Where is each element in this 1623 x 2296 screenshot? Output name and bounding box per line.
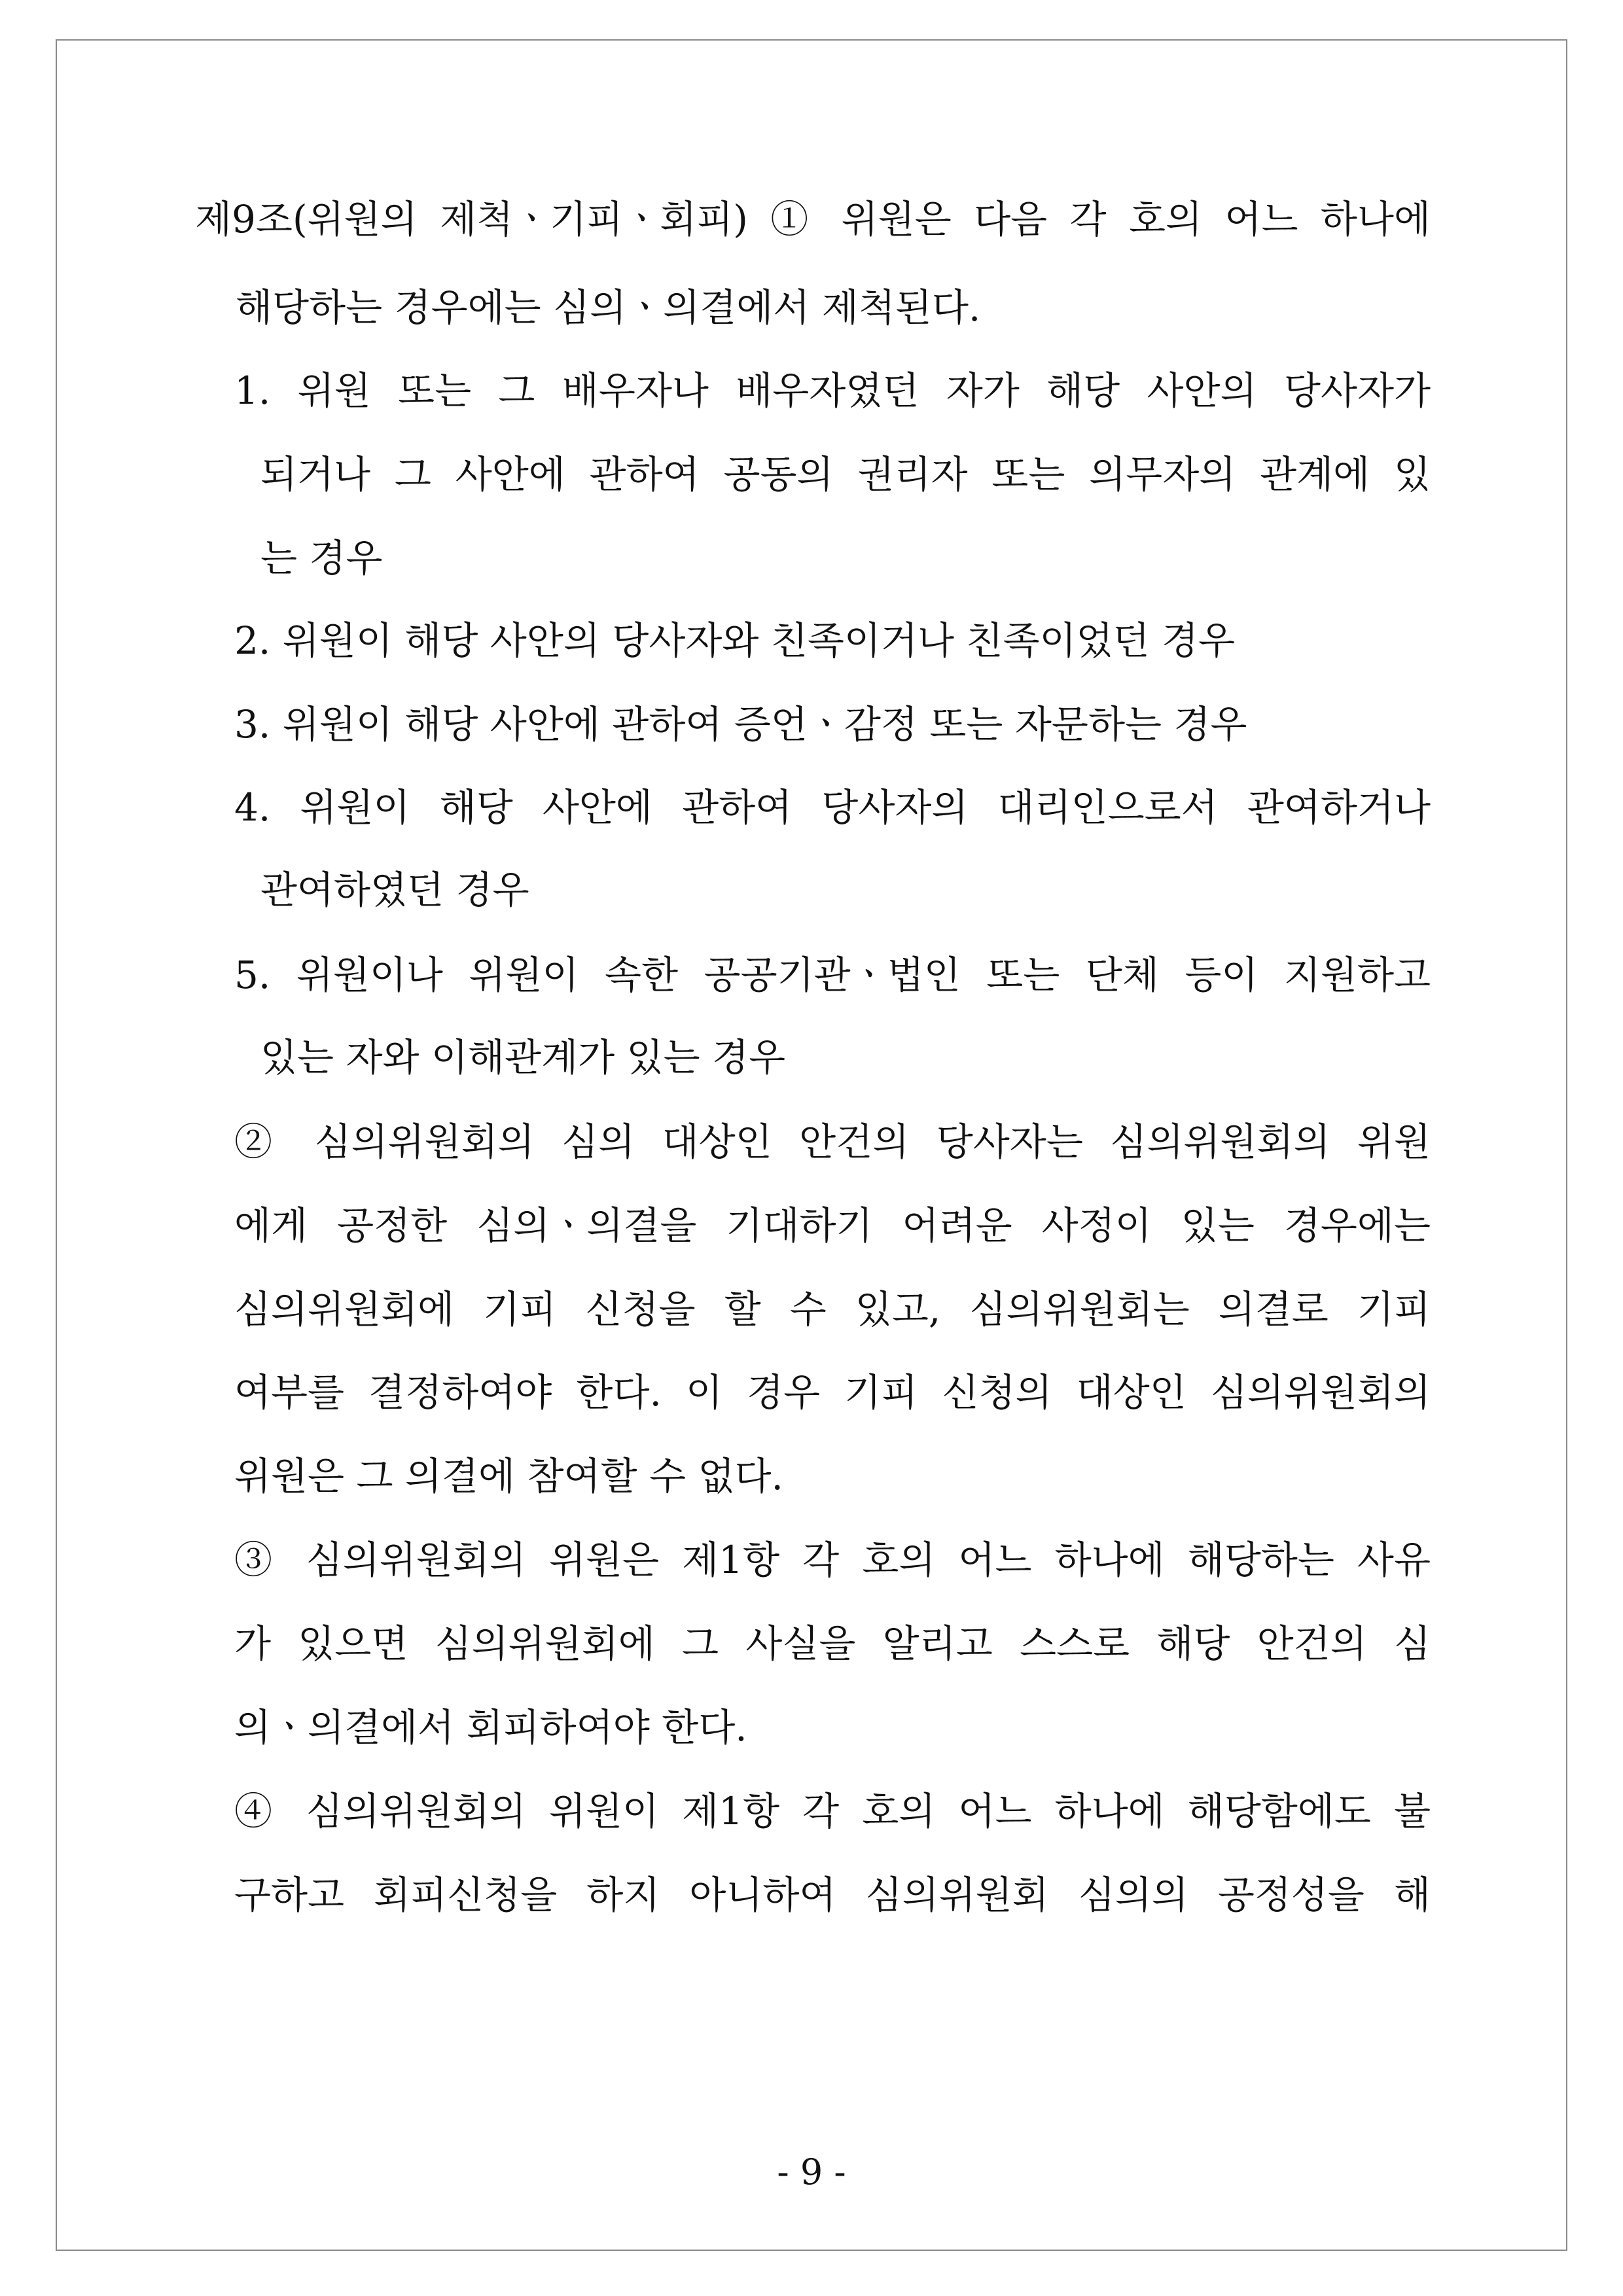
paragraph-2-line: 에게 공정한 심의ㆍ의결을 기대하기 어려운 사정이 있는 경우에는 bbox=[234, 1203, 1431, 1248]
paragraph-3-line: 가 있으면 심의위원회에 그 사실을 알리고 스스로 해당 안건의 심 bbox=[234, 1621, 1431, 1666]
paragraph-3-line: ③ 심의위원회의 위원은 제1항 각 호의 어느 하나에 해당하는 사유 bbox=[234, 1538, 1431, 1582]
paragraph-3-line: 의ㆍ의결에서 회피하여야 한다. bbox=[234, 1705, 747, 1750]
list-item-5-line: 있는 자와 이해관계가 있는 경우 bbox=[260, 1035, 786, 1080]
paragraph-2-line: ② 심의위원회의 심의 대상인 안건의 당사자는 심의위원회의 위원 bbox=[234, 1120, 1431, 1164]
paragraph-2-line: 위원은 그 의결에 참여할 수 없다. bbox=[234, 1454, 783, 1498]
list-item-1-line: 되거나 그 사안에 관하여 공동의 권리자 또는 의무자의 관계에 있 bbox=[260, 452, 1431, 497]
list-item-1-line: 는 경우 bbox=[260, 536, 383, 580]
list-item-2: 2. 위원이 해당 사안의 당사자와 친족이거나 친족이었던 경우 bbox=[234, 618, 1236, 663]
page-number: - 9 - bbox=[777, 2151, 846, 2193]
paragraph-2-line: 심의위원회에 기피 신청을 할 수 있고, 심의위원회는 의결로 기피 bbox=[234, 1287, 1431, 1332]
paragraph-4-line: 구하고 회피신청을 하지 아니하여 심의위원회 심의의 공정성을 해 bbox=[234, 1873, 1431, 1917]
paragraph-4-line: ④ 심의위원회의 위원이 제1항 각 호의 어느 하나에 해당함에도 불 bbox=[234, 1789, 1431, 1833]
list-item-5-line: 5. 위원이나 위원이 속한 공공기관ㆍ법인 또는 단체 등이 지원하고 bbox=[234, 953, 1431, 997]
paragraph-2-line: 여부를 결정하여야 한다. 이 경우 기피 신청의 대상인 심의위원회의 bbox=[234, 1370, 1431, 1415]
article-heading-line: 제9조(위원의 제척ㆍ기피ㆍ회피) ① 위원은 다음 각 호의 어느 하나에 bbox=[195, 197, 1431, 241]
list-item-3: 3. 위원이 해당 사안에 관하여 증언ㆍ감정 또는 자문하는 경우 bbox=[234, 702, 1247, 747]
body-text-line: 해당하는 경우에는 심의ㆍ의결에서 제척된다. bbox=[236, 285, 981, 330]
list-item-4-line: 관여하였던 경우 bbox=[260, 868, 529, 912]
list-item-4-line: 4. 위원이 해당 사안에 관하여 당사자의 대리인으로서 관여하거나 bbox=[234, 785, 1431, 830]
list-item-1-line: 1. 위원 또는 그 배우자나 배우자였던 자가 해당 사안의 당사자가 bbox=[234, 368, 1431, 413]
